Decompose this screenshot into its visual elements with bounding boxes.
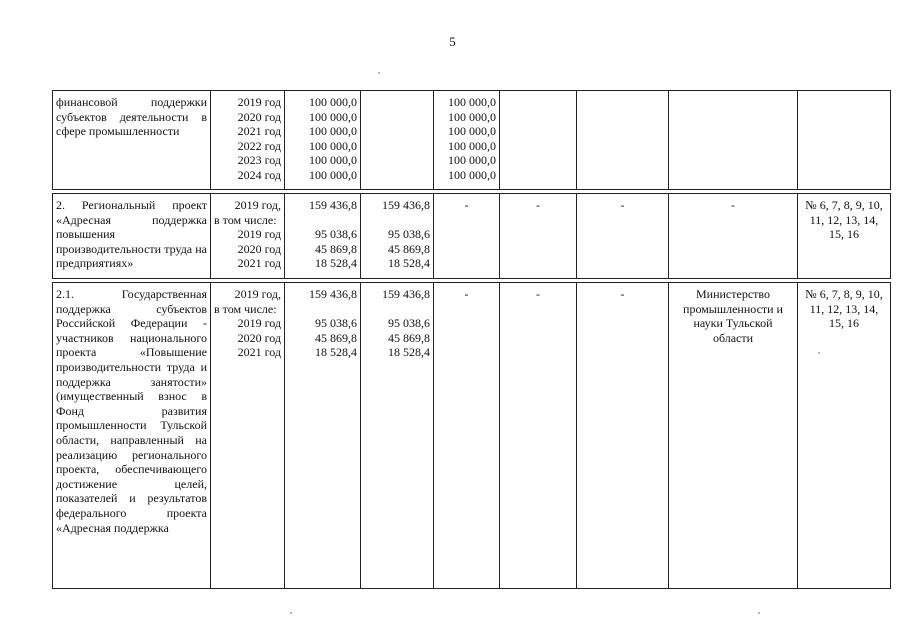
table-row — [53, 194, 891, 279]
year-label: 2019 год, — [234, 287, 281, 301]
year-label: 2019 год — [237, 95, 281, 109]
scan-speck — [758, 612, 760, 614]
years-cell — [211, 194, 285, 279]
row-name-cell: 2.1. Государственная поддержка субъектов Российской Федерации - участников национального проекта «Повышение производительности труда и поддержка занятости» (имущественный взнос в Фонд развития промышленности Тульской области, направленный на реализацию регионального проекта, обеспечивающего достижение целей, показателей и результатов федерального проекта «Адресная поддержка — [53, 283, 211, 589]
amount-value: 159 436,8 — [309, 198, 357, 212]
amount-value: 100 000,0 — [448, 138, 496, 153]
extrabudget-cell — [577, 91, 669, 190]
amount-value: 100 000,0 — [448, 109, 496, 124]
amount-value: 100 000,0 — [309, 138, 357, 153]
table-row — [53, 91, 891, 190]
amount-value: 100 000,0 — [309, 109, 357, 124]
amount-value: 100 000,0 — [309, 153, 357, 168]
local-budget-cell — [500, 91, 577, 190]
amount-value: 95 038,6 — [388, 227, 430, 242]
years-cell — [211, 91, 285, 190]
year-label: в том числе: — [214, 301, 277, 316]
amount-value: 18 528,4 — [388, 345, 430, 360]
year-label: 2020 год — [237, 241, 281, 256]
indicators-cell: № 6, 7, 8, 9, 10, 11, 12, 13, 14, 15, 16 — [798, 283, 891, 589]
amount-value: 18 528,4 — [315, 256, 357, 271]
year-label: 2020 год — [237, 109, 281, 124]
year-label: 2024 год — [237, 167, 281, 182]
budget-table — [52, 90, 891, 589]
amount-value: 95 038,6 — [315, 227, 357, 242]
row-name-cell: 2. Региональный проект «Адресная поддержка повышения производительности труда на предприятиях» — [53, 194, 211, 279]
year-label: 2021 год — [237, 345, 281, 360]
amount-value: 95 038,6 — [315, 316, 357, 331]
amount-value: 45 869,8 — [315, 330, 357, 345]
year-label: 2019 год, — [234, 198, 281, 212]
year-label: 2019 год — [237, 227, 281, 242]
amount-value: 159 436,8 — [309, 287, 357, 301]
regional-budget-cell: - — [434, 194, 500, 279]
scan-speck — [378, 72, 380, 74]
amount-value: 18 528,4 — [388, 256, 430, 271]
scan-speck — [290, 612, 292, 614]
year-label: 2020 год — [237, 330, 281, 345]
year-label: 2022 год — [237, 138, 281, 153]
indicators-cell — [798, 91, 891, 190]
regional-budget-cell — [434, 91, 500, 190]
extrabudget-cell: - — [577, 194, 669, 279]
indicators-cell: № 6, 7, 8, 9, 10, 11, 12, 13, 14, 15, 16 — [798, 194, 891, 279]
year-label: 2021 год — [237, 256, 281, 271]
year-label: в том числе: — [214, 212, 277, 227]
amount-value: 45 869,8 — [388, 241, 430, 256]
year-label: 2019 год — [237, 316, 281, 331]
amount-value: 100 000,0 — [448, 167, 496, 182]
table-row — [53, 283, 891, 589]
amount-value: 159 436,8 — [382, 198, 430, 212]
federal-budget-cell — [361, 194, 434, 279]
local-budget-cell: - — [500, 283, 577, 589]
amount-value: 159 436,8 — [382, 287, 430, 301]
page-number: 5 — [449, 34, 456, 49]
regional-budget-cell: - — [434, 283, 500, 589]
local-budget-cell: - — [500, 194, 577, 279]
amount-value: 100 000,0 — [309, 95, 357, 109]
year-label: 2023 год — [237, 153, 281, 168]
amount-value: 100 000,0 — [448, 95, 496, 109]
amount-value: 95 038,6 — [388, 316, 430, 331]
extrabudget-cell: - — [577, 283, 669, 589]
amount-value: 45 869,8 — [388, 330, 430, 345]
year-label: 2021 год — [237, 124, 281, 139]
years-cell — [211, 283, 285, 589]
scan-speck — [818, 352, 820, 354]
amount-value: 100 000,0 — [309, 167, 357, 182]
executor-cell — [669, 91, 798, 190]
federal-budget-cell — [361, 283, 434, 589]
executor-cell: Министерство промышленности и науки Тульской области — [669, 283, 798, 589]
executor-cell: - — [669, 194, 798, 279]
total-cell — [285, 283, 361, 589]
amount-value: 45 869,8 — [315, 241, 357, 256]
row-name-cell: финансовой поддержки субъектов деятельности в сфере промышленности — [53, 91, 211, 190]
amount-value: 100 000,0 — [309, 124, 357, 139]
amount-value: 100 000,0 — [448, 153, 496, 168]
amount-value: 100 000,0 — [448, 124, 496, 139]
federal-budget-cell — [361, 91, 434, 190]
total-cell — [285, 91, 361, 190]
total-cell — [285, 194, 361, 279]
amount-value: 18 528,4 — [315, 345, 357, 360]
